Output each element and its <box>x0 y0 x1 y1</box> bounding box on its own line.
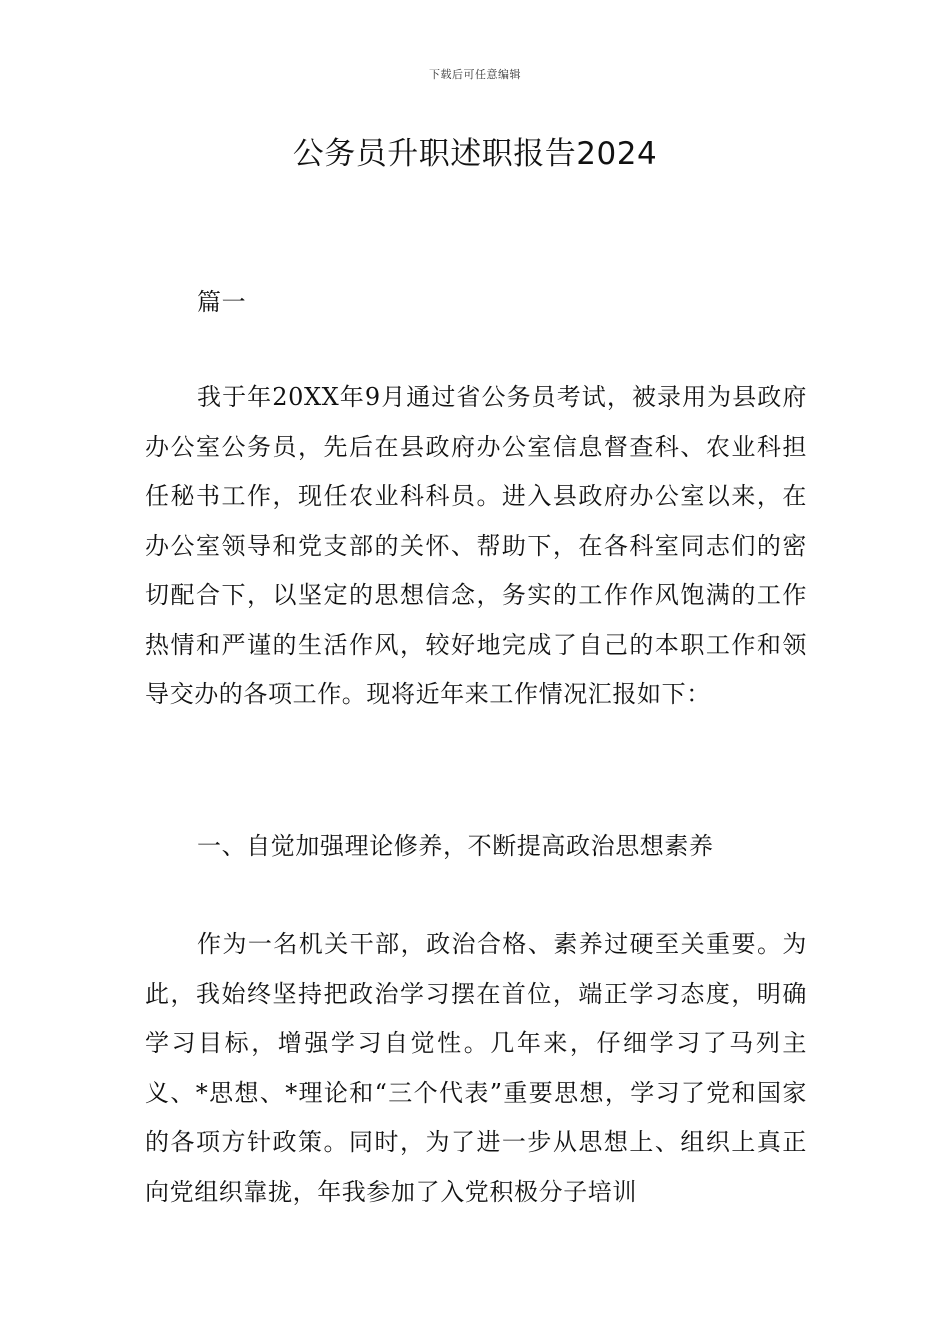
paragraph-intro: 我于年20XX年9月通过省公务员考试，被录用为县政府办公室公务员，先后在县政府办公室信息督查科、农业科担任秘书工作，现任农业科科员。进入县政府办公室以来，在办公室领导和党支部的关怀、帮助下，在各科室同志们的密切配合下，以坚定的思想信念，务实的工作作风饱满的工作热情和严谨的生活作风，较好地完成了自己的本职工作和领导交办的各项工作。现将近年来工作情况汇报如下： <box>145 383 807 708</box>
section-heading-1: 一、自觉加强理论修养，不断提高政治思想素养 <box>197 832 714 860</box>
header-note: 下载后可任意编辑 <box>429 68 521 81</box>
paragraph-political-study: 作为一名机关干部，政治合格、素养过硬至关重要。为此，我始终坚持把政治学习摆在首位，端正学习态度，明确学习目标，增强学习自觉性。几年来，仔细学习了马列主义、*思想、*理论和“三个代表”重要思想，学习了党和国家的各项方针政策。同时，为了进一步从思想上、组织上真正向党组织靠拢，年我参加了入党积极分子培训 <box>145 930 807 1206</box>
document-title: 公务员升职述职报告2024 <box>292 136 658 172</box>
section-label: 篇一 <box>197 288 247 316</box>
